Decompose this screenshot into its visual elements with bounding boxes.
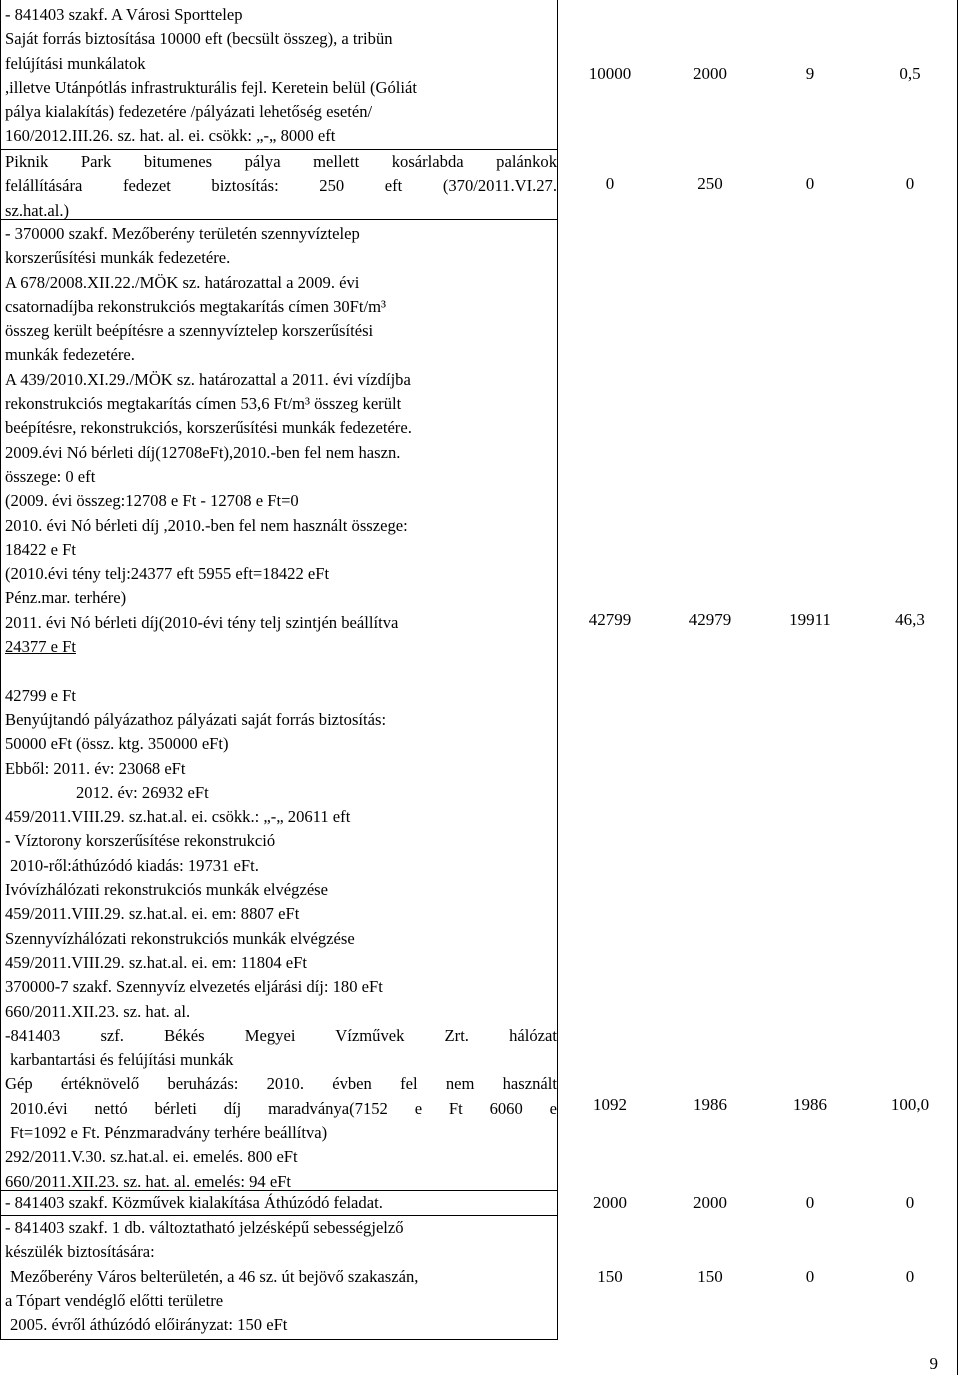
text-line: Pénz.mar. terhére): [5, 588, 127, 608]
text-line: (2010.évi tény telj:24377 eft 5955 eft=18422 eFt: [5, 564, 330, 584]
text-line: 2010.évi nettó bérleti díj maradványa(7152 e Ft 6060 e: [10, 1098, 557, 1118]
text-line: -841403 szf. Békés Megyei Vízművek Zrt. hálózat: [5, 1025, 557, 1045]
text-line: 2010. évi Nó bérleti díj ,2010.-ben fel nem használt összege:: [5, 515, 408, 535]
value-cell: 10000: [588, 64, 632, 83]
text-line: 2005. évről áthúzódó előirányzat: 150 eFt: [10, 1315, 288, 1335]
text-line: A 678/2008.XII.22./MÖK sz. határozattal a 2009. évi: [5, 272, 360, 292]
text-line: összeg került beépítésre a szennyvíztelep korszerűsítési: [5, 321, 374, 341]
text-line: a Tópart vendéglő előtti területre: [5, 1290, 224, 1310]
value-cell: 2000: [693, 64, 727, 83]
row-description: [5, 3, 557, 149]
text-line: Mezőberény Város belterületén, a 46 sz. út bejövő szakaszán,: [10, 1266, 419, 1286]
table-border-left: [0, 0, 1, 1340]
text-line: munkák fedezetére.: [5, 345, 135, 365]
column-divider: [557, 0, 558, 1340]
row-description: [5, 1191, 557, 1215]
text-line: Szennyvízhálózati rekonstrukciós munkák elvégzése: [5, 928, 355, 948]
value-cell: 0: [605, 174, 615, 193]
text-line: 2009.évi Nó bérleti díj(12708eFt),2010.-ben fel nem haszn.: [5, 442, 401, 462]
value-cell: 1092: [593, 1095, 627, 1114]
value-cell: 0,5: [899, 64, 921, 83]
text-line: Benyújtandó pályázathoz pályázati saját forrás biztosítás:: [5, 709, 387, 729]
text-line: Gép értéknövelő beruházás: 2010. évben fel nem használt: [5, 1074, 557, 1094]
text-line: 2010-ről:áthúzódó kiadás: 19731 eFt.: [10, 855, 259, 875]
text-line: 24377 e Ft: [5, 637, 76, 657]
value-cell: 2000: [593, 1193, 627, 1212]
value-cell: 150: [697, 1267, 723, 1286]
value-cell: 0: [905, 174, 915, 193]
text-line: - 841403 szakf. 1 db. változtatható jelzésképű sebességjelző: [5, 1218, 404, 1237]
value-cell: 0: [905, 1267, 915, 1286]
text-line: - Víztorony korszerűsítése rekonstrukció: [5, 831, 276, 851]
value-cell: 1986: [693, 1095, 727, 1114]
value-cell: 0: [805, 1267, 815, 1286]
text-line: 2012. év: 26932 eFt: [76, 782, 209, 802]
text-line: - 370000 szakf. Mezőberény területén szennyvíztelep: [5, 224, 360, 243]
text-line: 660/2011.XII.23. sz. hat. al. emelés: 94 eFt: [5, 1171, 292, 1191]
text-line: - 841403 szakf. Közművek kialakítása Áthúzódó feladat.: [5, 1193, 383, 1212]
text-line: A 439/2010.XI.29./MÖK sz. határozattal a 2011. évi vízdíjba: [5, 369, 411, 389]
value-cell: 42979: [688, 610, 732, 629]
text-line: 42799 e Ft: [5, 685, 76, 705]
text-line: Ft=1092 e Ft. Pénzmaradvány terhére beállítva): [10, 1122, 328, 1142]
text-line: 459/2011.VIII.29. sz.hat.al. ei. csökk.: „-„ 20611 eft: [5, 807, 351, 827]
text-line: 2011. évi Nó bérleti díj(2010-évi tény telj szintjén beállítva: [5, 612, 399, 632]
text-line: 18422 e Ft: [5, 539, 76, 559]
row-description: [5, 222, 557, 1194]
text-line: sz.hat.al.): [5, 200, 70, 220]
text-line: 50000 eFt (össz. ktg. 350000 eFt): [5, 734, 229, 754]
page-number: 9: [929, 1354, 938, 1373]
text-line: beépítésre, rekonstrukciós, korszerűsítési munkák fedezetére.: [5, 418, 412, 438]
row-divider: [0, 1339, 558, 1340]
text-line: 292/2011.V.30. sz.hat.al. ei. emelés. 800 eFt: [5, 1147, 298, 1167]
text-line: karbantartási és felújítási munkák: [10, 1050, 234, 1070]
text-line: 160/2012.III.26. sz. hat. al. ei. csökk: „-„ 8000 eft: [5, 126, 336, 146]
value-cell: 46,3: [895, 610, 925, 629]
text-line: - 841403 szakf. A Városi Sporttelep: [5, 5, 243, 24]
text-line: ,illetve Utánpótlás infrastrukturális fejl. Keretein belül (Góliát: [5, 77, 417, 97]
text-line: 459/2011.VIII.29. sz.hat.al. ei. em: 11804 eFt: [5, 952, 308, 972]
table-border-right: [957, 0, 958, 1375]
value-cell: 1986: [793, 1095, 827, 1114]
text-line: Ivóvízhálózati rekonstrukciós munkák elvégzése: [5, 880, 329, 900]
row-description: [5, 1216, 557, 1337]
text-line: készülék biztosítására:: [5, 1242, 155, 1262]
text-line: 660/2011.XII.23. sz. hat. al.: [5, 1001, 191, 1021]
text-line: 459/2011.VIII.29. sz.hat.al. ei. em: 8807 eFt: [5, 904, 300, 924]
value-cell: 250: [697, 174, 723, 193]
row-description: [5, 150, 557, 223]
text-line: csatornadíjba rekonstrukciós megtakarítás címen 30Ft/m³: [5, 296, 386, 316]
value-cell: 0: [905, 1193, 915, 1212]
value-cell: 19911: [789, 610, 831, 629]
text-line: összege: 0 eft: [5, 466, 96, 486]
value-cell: 2000: [693, 1193, 727, 1212]
text-line: Piknik Park bitumenes pálya mellett kosárlabda palánkok: [5, 152, 557, 171]
value-cell: 150: [597, 1267, 623, 1286]
text-line: Ebből: 2011. év: 23068 eFt: [5, 758, 186, 778]
text-line: 370000-7 szakf. Szennyvíz elvezetés eljárási díj: 180 eFt: [5, 977, 383, 997]
value-cell: 0: [805, 1193, 815, 1212]
text-line: pálya kialakítás) fedezetére /pályázati lehetőség esetén/: [5, 102, 373, 122]
text-line: korszerűsítési munkák fedezetére.: [5, 248, 231, 268]
value-cell: 100,0: [890, 1095, 930, 1114]
text-line: (2009. évi összeg:12708 e Ft - 12708 e Ft=0: [5, 491, 299, 511]
value-cell: 0: [805, 174, 815, 193]
blank-line: [5, 659, 557, 683]
text-line: Saját forrás biztosítása 10000 eft (becsült összeg), a tribün: [5, 29, 393, 49]
value-cell: 9: [805, 64, 815, 83]
value-cell: 42799: [588, 610, 632, 629]
text-line: rekonstrukciós megtakarítás címen 53,6 Ft/m³ összeg került: [5, 394, 402, 414]
text-line: felállítására fedezet biztosítás: 250 eft (370/2011.VI.27.: [5, 176, 557, 196]
text-line: felújítási munkálatok: [5, 53, 146, 73]
